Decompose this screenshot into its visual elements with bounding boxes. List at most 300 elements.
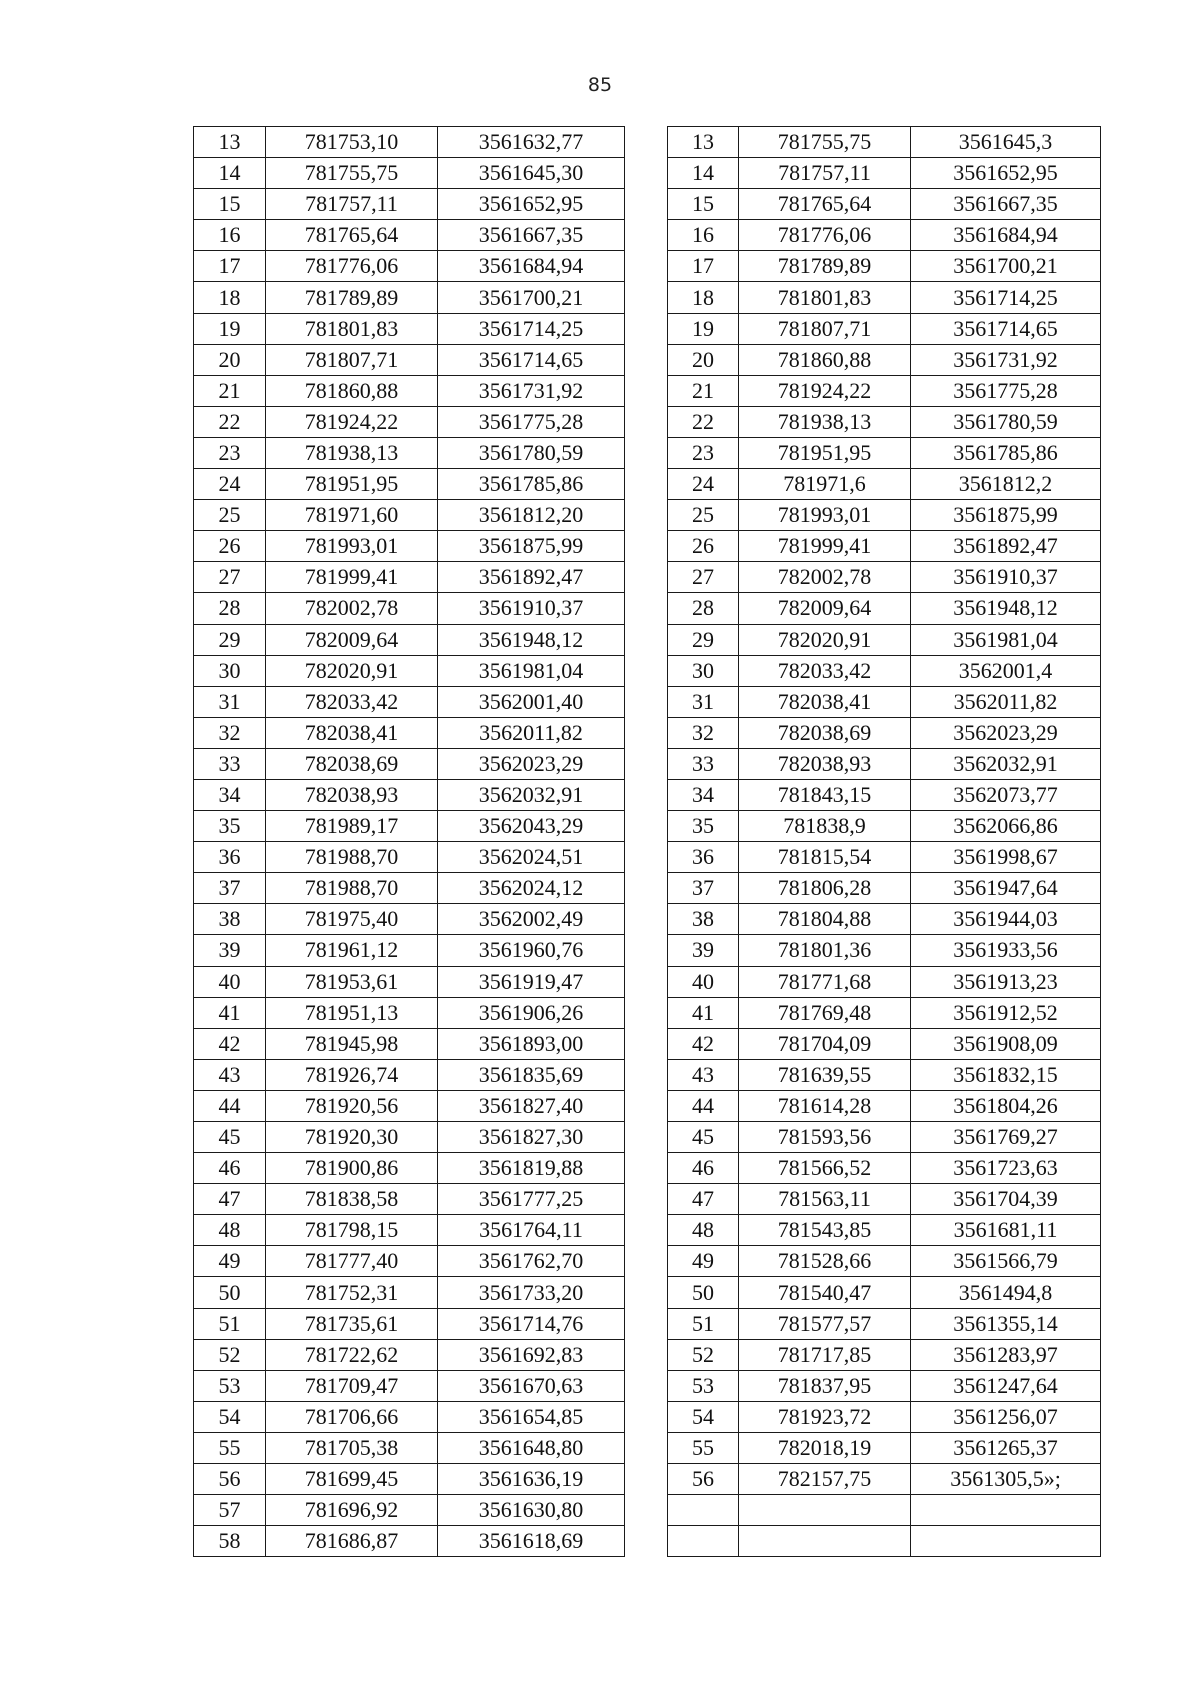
left-point-number-cell: 24: [194, 469, 266, 500]
column-gap: [625, 1464, 668, 1495]
column-gap: [625, 1432, 668, 1463]
left-y-coordinate-cell: 3561775,28: [438, 406, 625, 437]
table-row: [194, 1339, 1101, 1370]
left-y-coordinate-cell: 3561670,63: [438, 1370, 625, 1401]
table-row: [194, 966, 1101, 997]
left-y-coordinate-cell: 3561636,19: [438, 1464, 625, 1495]
left-x-coordinate-cell: 781777,40: [266, 1246, 438, 1277]
right-point-number-cell: 56: [668, 1464, 739, 1495]
right-y-coordinate-cell: 3561812,2: [911, 469, 1101, 500]
right-y-coordinate-cell: 3562066,86: [911, 811, 1101, 842]
right-y-coordinate-cell: 3561283,97: [911, 1339, 1101, 1370]
right-y-coordinate-cell: 3561305,5»;: [911, 1464, 1101, 1495]
right-x-coordinate-cell: 781540,47: [739, 1277, 911, 1308]
column-gap: [625, 1339, 668, 1370]
right-point-number-cell: 53: [668, 1370, 739, 1401]
right-x-coordinate-cell: 781543,85: [739, 1215, 911, 1246]
left-point-number-cell: 38: [194, 904, 266, 935]
right-x-coordinate-cell: 781938,13: [739, 406, 911, 437]
right-x-coordinate-cell: 781704,09: [739, 1028, 911, 1059]
left-y-coordinate-cell: 3561764,11: [438, 1215, 625, 1246]
left-x-coordinate-cell: 781951,13: [266, 997, 438, 1028]
left-x-coordinate-cell: 782009,64: [266, 624, 438, 655]
right-x-coordinate-cell: 781843,15: [739, 779, 911, 810]
left-point-number-cell: 41: [194, 997, 266, 1028]
right-x-coordinate-cell: 781807,71: [739, 313, 911, 344]
column-gap: [625, 1246, 668, 1277]
right-point-number-cell: 33: [668, 748, 739, 779]
column-gap: [625, 1277, 668, 1308]
right-point-number-cell: 43: [668, 1059, 739, 1090]
left-y-coordinate-cell: 3561714,65: [438, 344, 625, 375]
table-row: [194, 1464, 1101, 1495]
right-point-number-cell: 18: [668, 282, 739, 313]
table-row: [194, 313, 1101, 344]
right-x-coordinate-cell: 781804,88: [739, 904, 911, 935]
table-row: [194, 127, 1101, 158]
right-point-number-cell: 55: [668, 1432, 739, 1463]
left-y-coordinate-cell: 3561648,80: [438, 1432, 625, 1463]
left-point-number-cell: 57: [194, 1495, 266, 1526]
table-row: [194, 748, 1101, 779]
right-x-coordinate-cell: 781614,28: [739, 1090, 911, 1121]
column-gap: [625, 127, 668, 158]
right-y-coordinate-cell: 3561731,92: [911, 344, 1101, 375]
right-point-number-cell: 40: [668, 966, 739, 997]
left-point-number-cell: 46: [194, 1153, 266, 1184]
left-point-number-cell: 55: [194, 1432, 266, 1463]
left-x-coordinate-cell: 781706,66: [266, 1401, 438, 1432]
left-y-coordinate-cell: 3561919,47: [438, 966, 625, 997]
column-gap: [625, 935, 668, 966]
left-x-coordinate-cell: 781953,61: [266, 966, 438, 997]
right-y-coordinate-cell: [911, 1526, 1101, 1557]
right-x-coordinate-cell: 781801,83: [739, 282, 911, 313]
right-y-coordinate-cell: 3561355,14: [911, 1308, 1101, 1339]
column-gap: [625, 717, 668, 748]
left-y-coordinate-cell: 3561948,12: [438, 624, 625, 655]
left-x-coordinate-cell: 781988,70: [266, 842, 438, 873]
right-y-coordinate-cell: 3561912,52: [911, 997, 1101, 1028]
left-x-coordinate-cell: 781686,87: [266, 1526, 438, 1557]
table-row: [194, 1122, 1101, 1153]
left-point-number-cell: 49: [194, 1246, 266, 1277]
column-gap: [625, 1526, 668, 1557]
right-y-coordinate-cell: 3561247,64: [911, 1370, 1101, 1401]
column-gap: [625, 997, 668, 1028]
column-gap: [625, 375, 668, 406]
table-row: [194, 1215, 1101, 1246]
left-y-coordinate-cell: 3561892,47: [438, 562, 625, 593]
left-point-number-cell: 31: [194, 686, 266, 717]
left-y-coordinate-cell: 3561630,80: [438, 1495, 625, 1526]
right-x-coordinate-cell: 781769,48: [739, 997, 911, 1028]
left-point-number-cell: 52: [194, 1339, 266, 1370]
left-y-coordinate-cell: 3561700,21: [438, 282, 625, 313]
right-y-coordinate-cell: 3561494,8: [911, 1277, 1101, 1308]
left-point-number-cell: 21: [194, 375, 266, 406]
left-x-coordinate-cell: 781971,60: [266, 500, 438, 531]
right-point-number-cell: 20: [668, 344, 739, 375]
left-point-number-cell: 42: [194, 1028, 266, 1059]
right-x-coordinate-cell: 782033,42: [739, 655, 911, 686]
left-y-coordinate-cell: 3562011,82: [438, 717, 625, 748]
table-row: [194, 189, 1101, 220]
right-x-coordinate-cell: 782002,78: [739, 562, 911, 593]
right-x-coordinate-cell: 781993,01: [739, 500, 911, 531]
table-row: [194, 1432, 1101, 1463]
right-x-coordinate-cell: 781757,11: [739, 158, 911, 189]
left-x-coordinate-cell: 781860,88: [266, 375, 438, 406]
column-gap: [625, 1370, 668, 1401]
column-gap: [625, 1495, 668, 1526]
table-row: [194, 997, 1101, 1028]
left-x-coordinate-cell: 781988,70: [266, 873, 438, 904]
left-point-number-cell: 26: [194, 531, 266, 562]
left-point-number-cell: 32: [194, 717, 266, 748]
left-x-coordinate-cell: 781722,62: [266, 1339, 438, 1370]
right-x-coordinate-cell: 781815,54: [739, 842, 911, 873]
table-row: [194, 1308, 1101, 1339]
column-gap: [625, 686, 668, 717]
table-row: [194, 1153, 1101, 1184]
right-point-number-cell: 15: [668, 189, 739, 220]
left-x-coordinate-cell: 781807,71: [266, 344, 438, 375]
left-x-coordinate-cell: 781801,83: [266, 313, 438, 344]
left-x-coordinate-cell: 781920,30: [266, 1122, 438, 1153]
table-row: [194, 500, 1101, 531]
left-point-number-cell: 25: [194, 500, 266, 531]
right-x-coordinate-cell: [739, 1495, 911, 1526]
table-row: [194, 842, 1101, 873]
table-row: [194, 904, 1101, 935]
right-point-number-cell: 19: [668, 313, 739, 344]
right-x-coordinate-cell: 781801,36: [739, 935, 911, 966]
column-gap: [625, 220, 668, 251]
right-point-number-cell: 47: [668, 1184, 739, 1215]
right-point-number-cell: 51: [668, 1308, 739, 1339]
left-x-coordinate-cell: 781900,86: [266, 1153, 438, 1184]
left-point-number-cell: 13: [194, 127, 266, 158]
right-y-coordinate-cell: 3561723,63: [911, 1153, 1101, 1184]
left-x-coordinate-cell: 781838,58: [266, 1184, 438, 1215]
right-point-number-cell: 30: [668, 655, 739, 686]
right-point-number-cell: 21: [668, 375, 739, 406]
left-y-coordinate-cell: 3561981,04: [438, 655, 625, 686]
right-x-coordinate-cell: 781765,64: [739, 189, 911, 220]
table-row: [194, 717, 1101, 748]
right-y-coordinate-cell: 3561714,65: [911, 313, 1101, 344]
right-x-coordinate-cell: 781789,89: [739, 251, 911, 282]
left-point-number-cell: 40: [194, 966, 266, 997]
left-point-number-cell: 35: [194, 811, 266, 842]
right-y-coordinate-cell: 3561704,39: [911, 1184, 1101, 1215]
left-x-coordinate-cell: 781755,75: [266, 158, 438, 189]
right-y-coordinate-cell: 3562073,77: [911, 779, 1101, 810]
column-gap: [625, 811, 668, 842]
column-gap: [625, 748, 668, 779]
right-point-number-cell: 13: [668, 127, 739, 158]
right-x-coordinate-cell: 781971,6: [739, 469, 911, 500]
left-y-coordinate-cell: 3561827,30: [438, 1122, 625, 1153]
right-x-coordinate-cell: 781860,88: [739, 344, 911, 375]
column-gap: [625, 437, 668, 468]
right-x-coordinate-cell: 781771,68: [739, 966, 911, 997]
left-x-coordinate-cell: 781945,98: [266, 1028, 438, 1059]
left-point-number-cell: 39: [194, 935, 266, 966]
left-point-number-cell: 16: [194, 220, 266, 251]
table-row: [194, 1495, 1101, 1526]
left-y-coordinate-cell: 3562002,49: [438, 904, 625, 935]
right-y-coordinate-cell: 3561714,25: [911, 282, 1101, 313]
right-point-number-cell: 37: [668, 873, 739, 904]
right-x-coordinate-cell: 781838,9: [739, 811, 911, 842]
left-y-coordinate-cell: 3561652,95: [438, 189, 625, 220]
right-y-coordinate-cell: 3561785,86: [911, 437, 1101, 468]
column-gap: [625, 500, 668, 531]
right-point-number-cell: 24: [668, 469, 739, 500]
left-x-coordinate-cell: 782002,78: [266, 593, 438, 624]
right-y-coordinate-cell: 3561948,12: [911, 593, 1101, 624]
left-point-number-cell: 51: [194, 1308, 266, 1339]
column-gap: [625, 966, 668, 997]
right-y-coordinate-cell: 3561265,37: [911, 1432, 1101, 1463]
left-point-number-cell: 54: [194, 1401, 266, 1432]
right-y-coordinate-cell: 3562032,91: [911, 748, 1101, 779]
left-point-number-cell: 37: [194, 873, 266, 904]
right-point-number-cell: 16: [668, 220, 739, 251]
left-x-coordinate-cell: 781938,13: [266, 437, 438, 468]
column-gap: [625, 1308, 668, 1339]
left-point-number-cell: 50: [194, 1277, 266, 1308]
right-y-coordinate-cell: 3562011,82: [911, 686, 1101, 717]
column-gap: [625, 406, 668, 437]
right-point-number-cell: 34: [668, 779, 739, 810]
column-gap: [625, 1401, 668, 1432]
right-y-coordinate-cell: 3561832,15: [911, 1059, 1101, 1090]
table-row: [194, 1277, 1101, 1308]
right-y-coordinate-cell: 3562023,29: [911, 717, 1101, 748]
left-x-coordinate-cell: 782033,42: [266, 686, 438, 717]
right-y-coordinate-cell: 3561910,37: [911, 562, 1101, 593]
right-y-coordinate-cell: 3561256,07: [911, 1401, 1101, 1432]
column-gap: [625, 593, 668, 624]
column-gap: [625, 1153, 668, 1184]
right-y-coordinate-cell: 3561780,59: [911, 406, 1101, 437]
right-point-number-cell: 22: [668, 406, 739, 437]
left-y-coordinate-cell: 3561692,83: [438, 1339, 625, 1370]
left-point-number-cell: 19: [194, 313, 266, 344]
left-x-coordinate-cell: 781993,01: [266, 531, 438, 562]
column-gap: [625, 1059, 668, 1090]
right-point-number-cell: 48: [668, 1215, 739, 1246]
right-x-coordinate-cell: 782038,93: [739, 748, 911, 779]
left-y-coordinate-cell: 3562024,51: [438, 842, 625, 873]
right-x-coordinate-cell: 781639,55: [739, 1059, 911, 1090]
left-x-coordinate-cell: 781798,15: [266, 1215, 438, 1246]
left-point-number-cell: 43: [194, 1059, 266, 1090]
right-point-number-cell: 52: [668, 1339, 739, 1370]
table-row: [194, 655, 1101, 686]
right-x-coordinate-cell: 782038,69: [739, 717, 911, 748]
left-y-coordinate-cell: 3561906,26: [438, 997, 625, 1028]
right-x-coordinate-cell: 782157,75: [739, 1464, 911, 1495]
column-gap: [625, 313, 668, 344]
left-x-coordinate-cell: 781961,12: [266, 935, 438, 966]
right-point-number-cell: 31: [668, 686, 739, 717]
left-y-coordinate-cell: 3562024,12: [438, 873, 625, 904]
column-gap: [625, 282, 668, 313]
right-point-number-cell: 42: [668, 1028, 739, 1059]
left-y-coordinate-cell: 3561632,77: [438, 127, 625, 158]
table-row: [194, 686, 1101, 717]
column-gap: [625, 1028, 668, 1059]
left-x-coordinate-cell: 781924,22: [266, 406, 438, 437]
right-y-coordinate-cell: 3561947,64: [911, 873, 1101, 904]
right-point-number-cell: 35: [668, 811, 739, 842]
right-x-coordinate-cell: 781924,22: [739, 375, 911, 406]
column-gap: [625, 531, 668, 562]
table-row: [194, 1246, 1101, 1277]
left-point-number-cell: 47: [194, 1184, 266, 1215]
right-point-number-cell: 14: [668, 158, 739, 189]
right-x-coordinate-cell: 782009,64: [739, 593, 911, 624]
coordinates-table-body: [194, 127, 1101, 1557]
right-point-number-cell: 41: [668, 997, 739, 1028]
left-x-coordinate-cell: 781696,92: [266, 1495, 438, 1526]
right-x-coordinate-cell: 781593,56: [739, 1122, 911, 1153]
column-gap: [625, 469, 668, 500]
right-x-coordinate-cell: 781806,28: [739, 873, 911, 904]
left-y-coordinate-cell: 3561777,25: [438, 1184, 625, 1215]
left-y-coordinate-cell: 3561618,69: [438, 1526, 625, 1557]
left-y-coordinate-cell: 3562043,29: [438, 811, 625, 842]
table-row: [194, 1028, 1101, 1059]
column-gap: [625, 189, 668, 220]
right-y-coordinate-cell: 3561944,03: [911, 904, 1101, 935]
right-y-coordinate-cell: 3561684,94: [911, 220, 1101, 251]
right-x-coordinate-cell: 781999,41: [739, 531, 911, 562]
left-x-coordinate-cell: 782020,91: [266, 655, 438, 686]
left-point-number-cell: 15: [194, 189, 266, 220]
right-point-number-cell: 46: [668, 1153, 739, 1184]
right-point-number-cell: [668, 1495, 739, 1526]
left-y-coordinate-cell: 3562032,91: [438, 779, 625, 810]
right-y-coordinate-cell: 3561875,99: [911, 500, 1101, 531]
column-gap: [625, 904, 668, 935]
left-y-coordinate-cell: 3561893,00: [438, 1028, 625, 1059]
left-point-number-cell: 58: [194, 1526, 266, 1557]
left-point-number-cell: 20: [194, 344, 266, 375]
right-y-coordinate-cell: 3561667,35: [911, 189, 1101, 220]
right-y-coordinate-cell: 3561700,21: [911, 251, 1101, 282]
table-row: [194, 1526, 1101, 1557]
right-point-number-cell: 25: [668, 500, 739, 531]
column-gap: [625, 779, 668, 810]
right-x-coordinate-cell: 781528,66: [739, 1246, 911, 1277]
right-point-number-cell: 28: [668, 593, 739, 624]
right-x-coordinate-cell: [739, 1526, 911, 1557]
right-y-coordinate-cell: 3561652,95: [911, 158, 1101, 189]
column-gap: [625, 251, 668, 282]
left-point-number-cell: 34: [194, 779, 266, 810]
left-x-coordinate-cell: 781709,47: [266, 1370, 438, 1401]
left-x-coordinate-cell: 781757,11: [266, 189, 438, 220]
right-y-coordinate-cell: [911, 1495, 1101, 1526]
left-point-number-cell: 30: [194, 655, 266, 686]
column-gap: [625, 344, 668, 375]
table-row: [194, 158, 1101, 189]
right-y-coordinate-cell: 3561681,11: [911, 1215, 1101, 1246]
right-point-number-cell: [668, 1526, 739, 1557]
column-gap: [625, 158, 668, 189]
left-y-coordinate-cell: 3561733,20: [438, 1277, 625, 1308]
left-y-coordinate-cell: 3561819,88: [438, 1153, 625, 1184]
table-row: [194, 624, 1101, 655]
table-row: [194, 1370, 1101, 1401]
left-point-number-cell: 36: [194, 842, 266, 873]
left-x-coordinate-cell: 781753,10: [266, 127, 438, 158]
right-point-number-cell: 44: [668, 1090, 739, 1121]
right-x-coordinate-cell: 781951,95: [739, 437, 911, 468]
right-y-coordinate-cell: 3561645,3: [911, 127, 1101, 158]
right-point-number-cell: 50: [668, 1277, 739, 1308]
table-row: [194, 251, 1101, 282]
right-y-coordinate-cell: 3562001,4: [911, 655, 1101, 686]
column-gap: [625, 1090, 668, 1121]
left-y-coordinate-cell: 3562023,29: [438, 748, 625, 779]
left-y-coordinate-cell: 3562001,40: [438, 686, 625, 717]
table-row: [194, 375, 1101, 406]
table-row: [194, 469, 1101, 500]
right-point-number-cell: 54: [668, 1401, 739, 1432]
table-row: [194, 562, 1101, 593]
left-y-coordinate-cell: 3561714,25: [438, 313, 625, 344]
table-row: [194, 220, 1101, 251]
page-number: 85: [587, 74, 613, 96]
right-point-number-cell: 49: [668, 1246, 739, 1277]
right-x-coordinate-cell: 781755,75: [739, 127, 911, 158]
left-y-coordinate-cell: 3561645,30: [438, 158, 625, 189]
right-point-number-cell: 45: [668, 1122, 739, 1153]
right-point-number-cell: 26: [668, 531, 739, 562]
table-row: [194, 873, 1101, 904]
right-y-coordinate-cell: 3561908,09: [911, 1028, 1101, 1059]
left-x-coordinate-cell: 781789,89: [266, 282, 438, 313]
table-row: [194, 437, 1101, 468]
right-y-coordinate-cell: 3561769,27: [911, 1122, 1101, 1153]
left-x-coordinate-cell: 781926,74: [266, 1059, 438, 1090]
left-x-coordinate-cell: 781920,56: [266, 1090, 438, 1121]
right-y-coordinate-cell: 3561913,23: [911, 966, 1101, 997]
left-point-number-cell: 53: [194, 1370, 266, 1401]
right-point-number-cell: 39: [668, 935, 739, 966]
left-y-coordinate-cell: 3561785,86: [438, 469, 625, 500]
left-point-number-cell: 28: [194, 593, 266, 624]
left-y-coordinate-cell: 3561812,20: [438, 500, 625, 531]
column-gap: [625, 1122, 668, 1153]
left-y-coordinate-cell: 3561875,99: [438, 531, 625, 562]
left-y-coordinate-cell: 3561835,69: [438, 1059, 625, 1090]
left-x-coordinate-cell: 782038,69: [266, 748, 438, 779]
left-point-number-cell: 48: [194, 1215, 266, 1246]
left-x-coordinate-cell: 781765,64: [266, 220, 438, 251]
left-y-coordinate-cell: 3561714,76: [438, 1308, 625, 1339]
left-y-coordinate-cell: 3561684,94: [438, 251, 625, 282]
right-x-coordinate-cell: 781577,57: [739, 1308, 911, 1339]
right-point-number-cell: 36: [668, 842, 739, 873]
right-point-number-cell: 29: [668, 624, 739, 655]
